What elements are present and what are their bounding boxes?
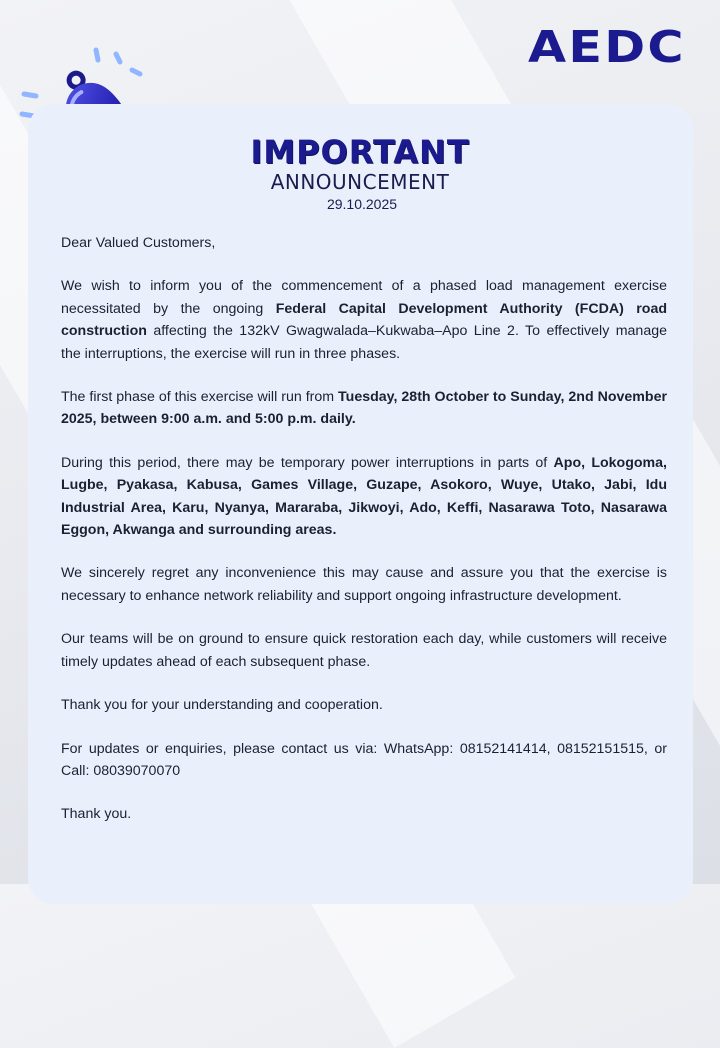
letter-body xyxy=(61,232,667,847)
paragraph-intro: We wish to inform you of the commencement of a phased load management exercise necessitated by the ongoing Federal Capital Development Authority (FCDA) road construction affecting the 132kV Gwagwalada–Kukwaba–Apo Line 2. To effectively manage the interruptions, the exercise will run in three phases. xyxy=(61,278,667,362)
announcement-title: IMPORTANT xyxy=(250,133,470,171)
closing: Thank you. xyxy=(61,806,132,823)
aedc-logo: AEDC xyxy=(528,22,686,73)
paragraph-apology: We sincerely regret any inconvenience this may cause and assure you that the exercise is necessary to enhance network reliability and support ongoing infrastructure development. xyxy=(61,565,667,604)
paragraph-thanks: Thank you for your understanding and cooperation. xyxy=(61,697,383,714)
announcement-header xyxy=(0,135,720,213)
greeting: Dear Valued Customers, xyxy=(61,235,216,251)
paragraph-schedule: The first phase of this exercise will run from Tuesday, 28th October to Sunday, 2nd November 2025, between 9:00 a.m. and 5:00 p.m. daily. xyxy=(61,389,667,428)
announcement-date: 29.10.2025 xyxy=(326,196,398,212)
paragraph-areas: During this period, there may be temporary power interruptions in parts of Apo, Lokogoma, Lugbe, Pyakasa, Kabusa, Games Village, Guzape, Asokoro, Wuye, Utako, Jabi, Idu Industrial Area, Karu, Nyanya, Mararaba, Jikwoyi, Ado, Keffi, Nasarawa Toto, Nasarawa Eggon, Akwanga and surrounding areas. xyxy=(61,454,667,539)
paragraph-restoration: Our teams will be on ground to ensure quick restoration each day, while customers will receive timely updates ahead of each subsequent phase. xyxy=(61,631,667,670)
announcement-subtitle: ANNOUNCEMENT xyxy=(270,170,450,194)
paragraph-contact: For updates or enquiries, please contact us via: WhatsApp: 08152141414, 08152151515, or Call: 08039070070 xyxy=(61,740,667,779)
